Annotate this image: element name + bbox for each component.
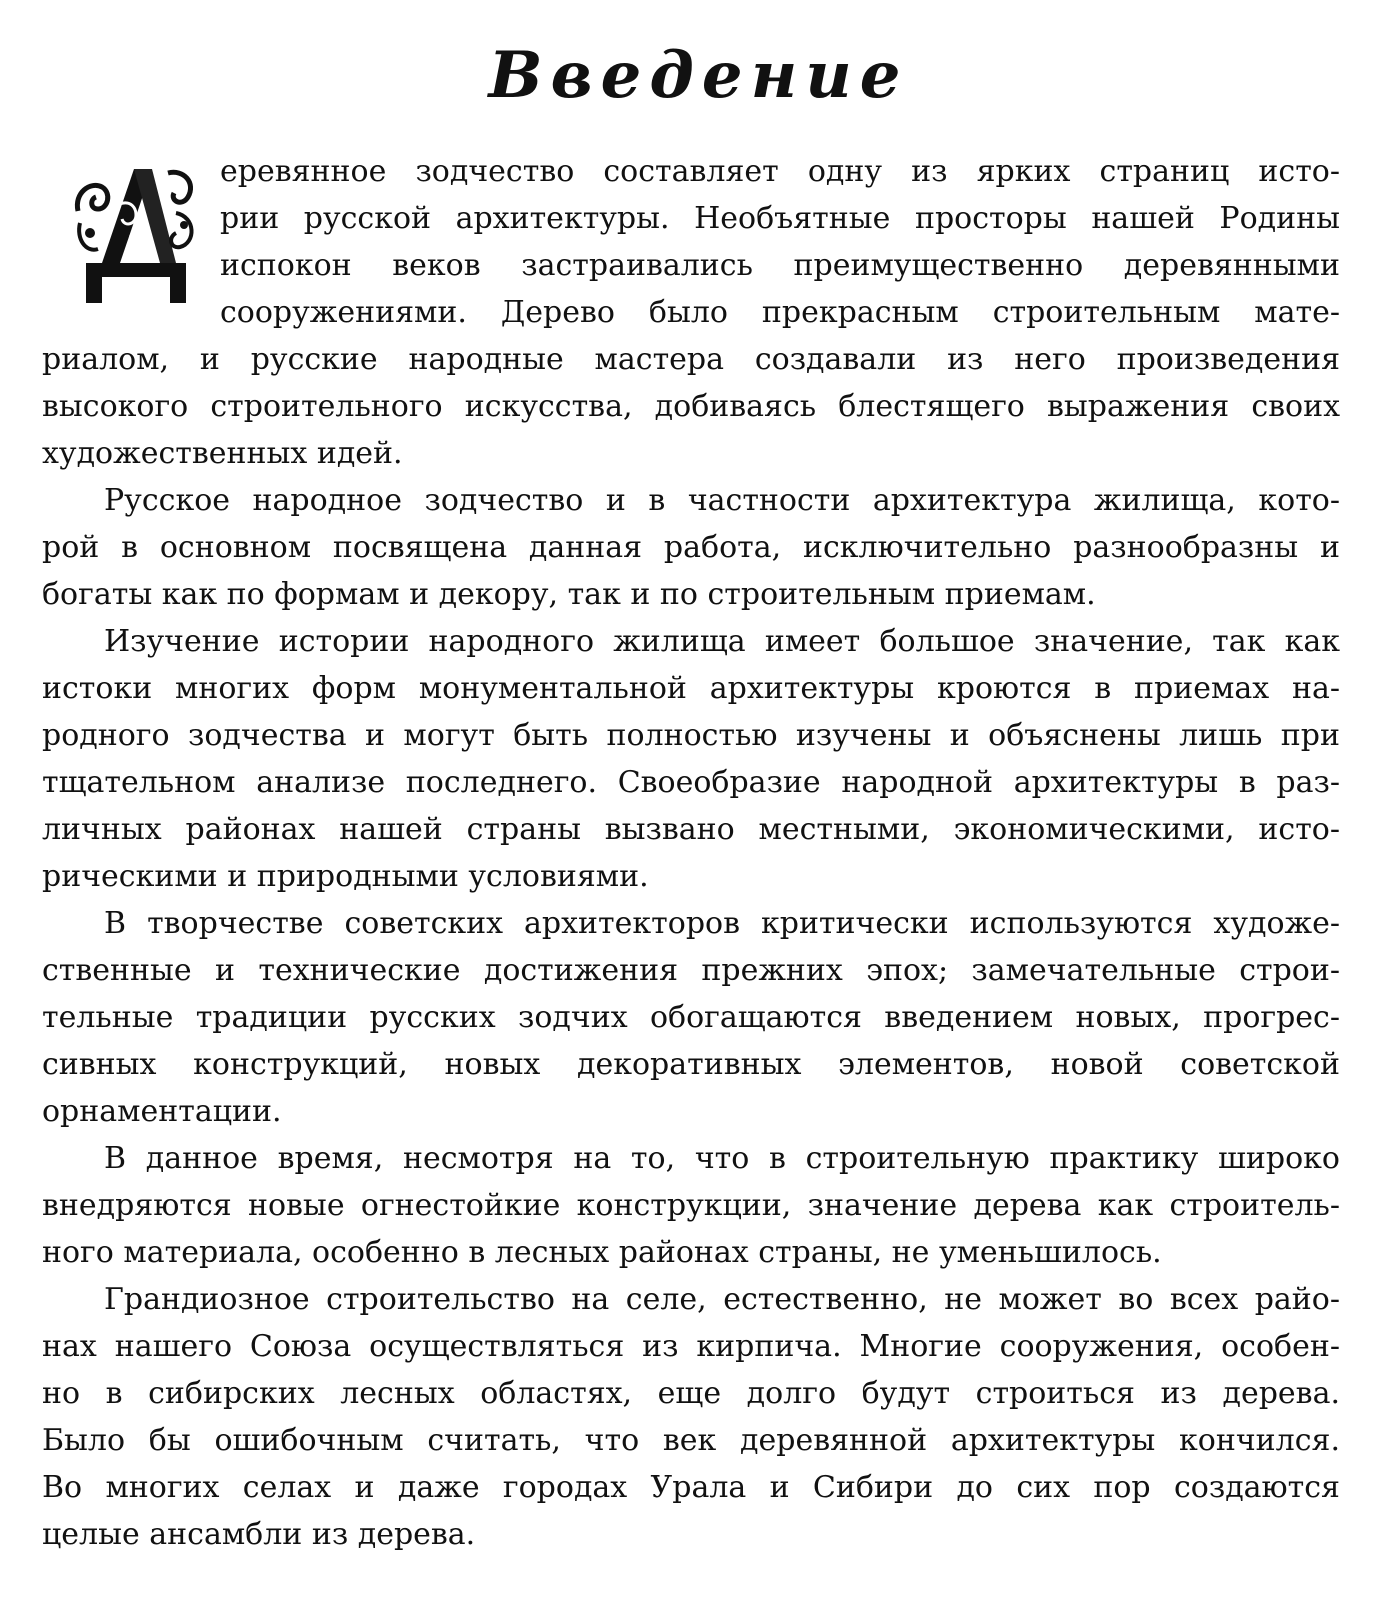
- page-title: Введение: [488, 38, 909, 113]
- text-line: риалом, и русские народные мастера создавали из него произведения: [42, 342, 1340, 377]
- text-line: Изучение истории народного жилища имеет большое значение, так как: [104, 624, 1340, 659]
- text-line: сивных конструкций, новых декоративных элементов, новой советской: [42, 1047, 1340, 1082]
- text-line: тщательном анализе последнего. Своеобразие народной архитектуры в раз-: [42, 765, 1340, 800]
- text-line: сооружениями. Дерево было прекрасным строительным мате-: [220, 295, 1340, 330]
- text-line: В данное время, несмотря на то, что в строительную практику широко: [104, 1141, 1340, 1176]
- text-line: Было бы ошибочным считать, что век деревянной архитектуры кончился.: [42, 1423, 1340, 1458]
- text-line: нах нашего Союза осуществляться из кирпича. Многие сооружения, особен-: [42, 1329, 1340, 1364]
- text-line: еревянное зодчество составляет одну из ярких страниц исто-: [220, 154, 1340, 189]
- text-line: родного зодчества и могут быть полностью изучены и объяснены лишь при: [42, 718, 1340, 753]
- text-line: ственные и технические достижения прежних эпох; замечательные строи-: [42, 953, 1340, 988]
- text-line: Во многих селах и даже городах Урала и Сибири до сих пор создаются: [42, 1470, 1340, 1505]
- text-line: ного материала, особенно в лесных районах страны, не уменьшилось.: [42, 1235, 1162, 1270]
- text-line: Русское народное зодчество и в частности архитектура жилища, кото-: [104, 483, 1340, 518]
- text-line: художественных идей.: [42, 436, 403, 471]
- text-line: орнаментации.: [42, 1094, 282, 1129]
- ornamental-initial-d-icon: [72, 163, 200, 311]
- text-line: высокого строительного искусства, добиваясь блестящего выражения своих: [42, 389, 1340, 424]
- text-line: целые ансамбли из дерева.: [42, 1517, 476, 1552]
- text-line: В творчестве советских архитекторов критически используются художе-: [104, 906, 1340, 941]
- text-line: личных районах нашей страны вызвано местными, экономическими, исто-: [42, 812, 1340, 847]
- text-line: истоки многих форм монументальной архитектуры кроются в приемах на-: [42, 671, 1340, 706]
- text-line: внедряются новые огнестойкие конструкции, значение дерева как строитель-: [42, 1188, 1340, 1223]
- text-line: рии русской архитектуры. Необъятные просторы нашей Родины: [220, 201, 1340, 236]
- text-line: рой в основном посвящена данная работа, исключительно разнообразны и: [42, 530, 1340, 565]
- text-line: но в сибирских лесных областях, еще долго будут строиться из дерева.: [42, 1376, 1340, 1411]
- text-line: Грандиозное строительство на селе, естественно, не может во всех райо-: [104, 1282, 1340, 1317]
- text-line: рическими и природными условиями.: [42, 859, 649, 894]
- text-line: испокон веков застраивались преимущественно деревянными: [220, 248, 1340, 283]
- text-line: тельные традиции русских зодчих обогащаются введением новых, прогрес-: [42, 1000, 1340, 1035]
- text-line: богаты как по формам и декору, так и по строительным приемам.: [42, 577, 1096, 612]
